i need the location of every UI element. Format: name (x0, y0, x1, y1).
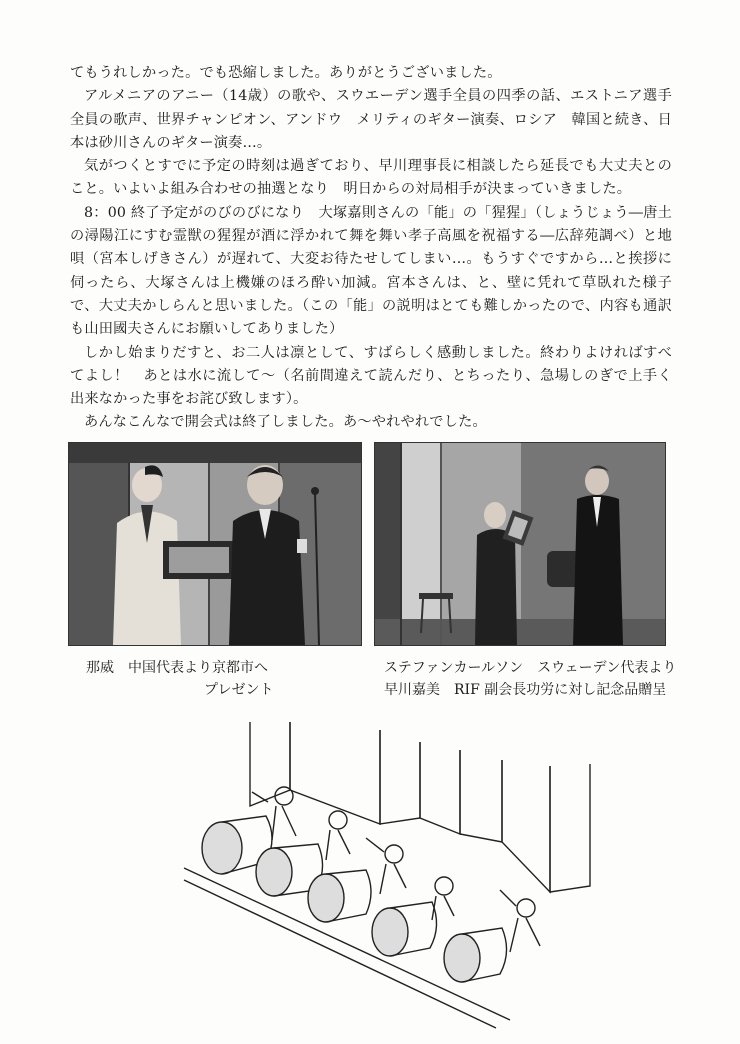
paragraph-4: 8：00 終了予定がのびのびになり 大塚嘉則さんの「能」の「猩猩」（しょうじょう―唐土の潯陽江にすむ霊獣の猩猩が酒に浮かれて舞を舞い孝子高風を祝福する―広辞苑調べ）と地唄（宮本しげきさん）が遅れて、大変お待たせしてしまい…。もうすぐですから…と挨拶に伺ったら、大塚さんは上機嫌のほろ酔い加減。宮本さんは、と、壁に凭れて草臥れた様子で、大丈夫かしらんと思いました。（この「能」の説明はとても難しかったので、内容も通訳も山田國夫さんにお願いしてありました） (70, 204, 672, 338)
caption-right-line-1: ステファンカールソン スウェーデン代表より (384, 660, 677, 676)
body-text (70, 62, 672, 435)
photo-gift-presentation (68, 442, 362, 646)
paragraph-3: 気がつくとすでに予定の時刻は過ぎており、早川理事長に相談したら延長でも大丈夫とのこと。いよいよ組み合わせの抽選となり 明日からの対局相手が決まっていきました。 (70, 158, 672, 198)
photo-commemorative-gift (374, 442, 666, 646)
paragraph-5: しかし始まりだすと、お二人は凛として、すばらしく感動しました。終わりよければすべてよし！ あとは水に流して～（名前間違えて読んだり、とちったり、急場しのぎで上手く出来なかった事をお詫び致します）。 (70, 344, 672, 408)
taiko-drummers-illustration (170, 720, 620, 1030)
paragraph-1: てもうれしかった。でも恐縮しました。ありがとうございました。 (70, 65, 502, 81)
paragraph-6: あんなこんなで開会式は終了しました。あ～やれやれでした。 (84, 414, 487, 431)
caption-left (86, 657, 366, 701)
caption-left-line-1: 那威 中国代表より京都市へ (86, 660, 268, 676)
caption-right-line-2: 早川嘉美 RIF 副会長功労に対し記念品贈呈 (384, 682, 667, 698)
caption-left-line-2: プレゼント (204, 682, 274, 698)
caption-right (384, 657, 684, 701)
paragraph-2: アルメニアのアニー（14歳）の歌や、スウエーデン選手全員の四季の話、エストニア選手全員の歌声、世界チャンピオン、アンドウ メリティのギター演奏、ロシア 韓国と続き、日本は砂川さんのギター演奏…。 (70, 88, 672, 151)
